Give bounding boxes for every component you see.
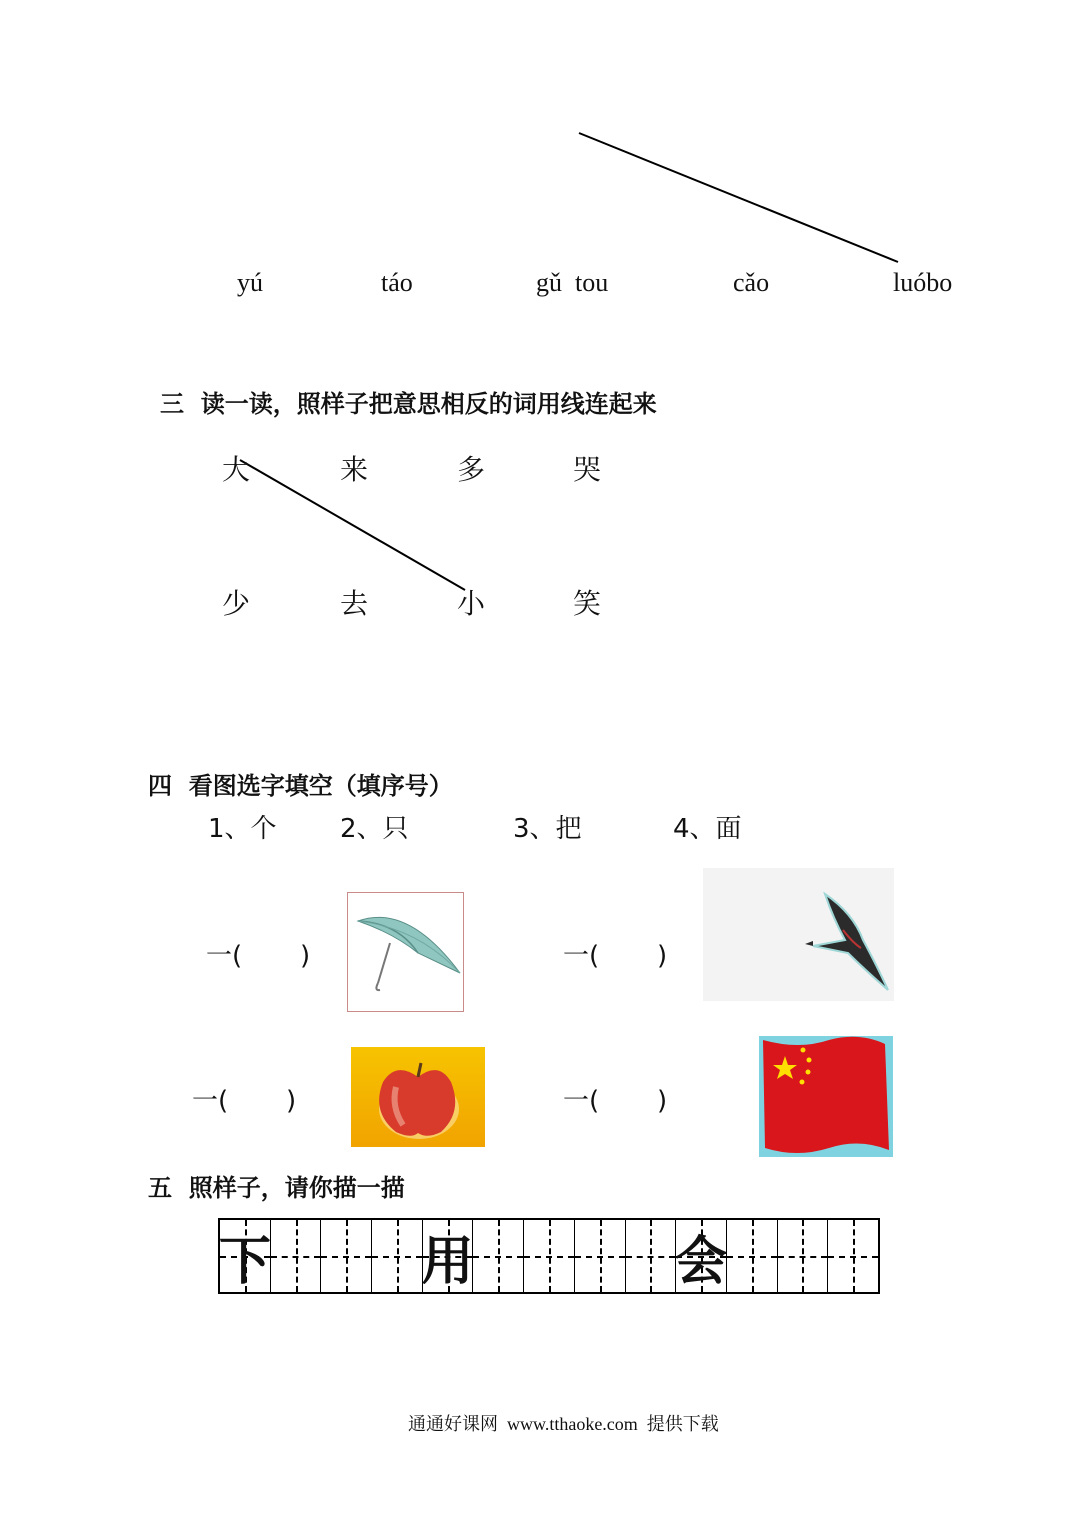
word-da: 大 [222, 453, 251, 486]
grid-cell[interactable] [372, 1220, 423, 1292]
word-qu: 去 [340, 587, 369, 620]
word-ku: 哭 [573, 453, 602, 486]
word-shao: 少 [222, 587, 251, 620]
blank-flag[interactable]: 一( ) [563, 1086, 668, 1116]
sample-char-xia: 下 [218, 1231, 271, 1292]
tracing-grid [218, 1218, 880, 1294]
grid-cell[interactable] [727, 1220, 778, 1292]
blank-umbrella[interactable]: 一( ) [206, 941, 311, 971]
umbrella-picture [347, 892, 464, 1012]
apple-picture [351, 1047, 485, 1147]
sample-char-hui: 会 [675, 1231, 728, 1292]
word-xiao-laugh: 笑 [573, 587, 602, 620]
footer-credit[interactable]: 通通好课网 www.tthaoke.com 提供下载 [408, 1414, 719, 1434]
section-3-heading: 三 读一读，照样子把意思相反的词用线连起来 [160, 390, 657, 418]
flag-picture [759, 1036, 893, 1157]
section-4-heading: 四 看图选字填空（填序号） [148, 772, 453, 800]
word-duo: 多 [457, 453, 486, 486]
option-3: 3、把 [513, 814, 582, 844]
pinyin-luobo: luóbo [893, 268, 953, 297]
pinyin-cao: cǎo [733, 268, 770, 297]
grid-cell[interactable] [220, 1220, 271, 1292]
pinyin-gutou: gǔ tou [536, 268, 609, 297]
bird-picture [703, 868, 894, 1001]
grid-cell[interactable] [271, 1220, 322, 1292]
grid-cell[interactable] [473, 1220, 524, 1292]
pinyin-tao: táo [381, 268, 413, 297]
word-lai: 来 [340, 453, 369, 486]
blank-bird[interactable]: 一( ) [563, 941, 668, 971]
pinyin-yu: yú [237, 268, 263, 297]
grid-cell[interactable] [778, 1220, 829, 1292]
grid-cell[interactable] [626, 1220, 677, 1292]
grid-cell[interactable] [575, 1220, 626, 1292]
option-4: 4、面 [673, 814, 742, 844]
option-1: 1、个 [208, 814, 277, 844]
grid-cell[interactable] [321, 1220, 372, 1292]
section-5-heading: 五 照样子，请你描一描 [148, 1174, 405, 1202]
option-2: 2、只 [340, 814, 409, 844]
sample-char-yong: 用 [421, 1231, 474, 1292]
word-xiao: 小 [457, 587, 486, 620]
grid-cell[interactable] [423, 1220, 474, 1292]
grid-cell[interactable] [524, 1220, 575, 1292]
grid-cell[interactable] [828, 1220, 878, 1292]
blank-apple[interactable]: 一( ) [192, 1086, 297, 1116]
grid-cell[interactable] [676, 1220, 727, 1292]
